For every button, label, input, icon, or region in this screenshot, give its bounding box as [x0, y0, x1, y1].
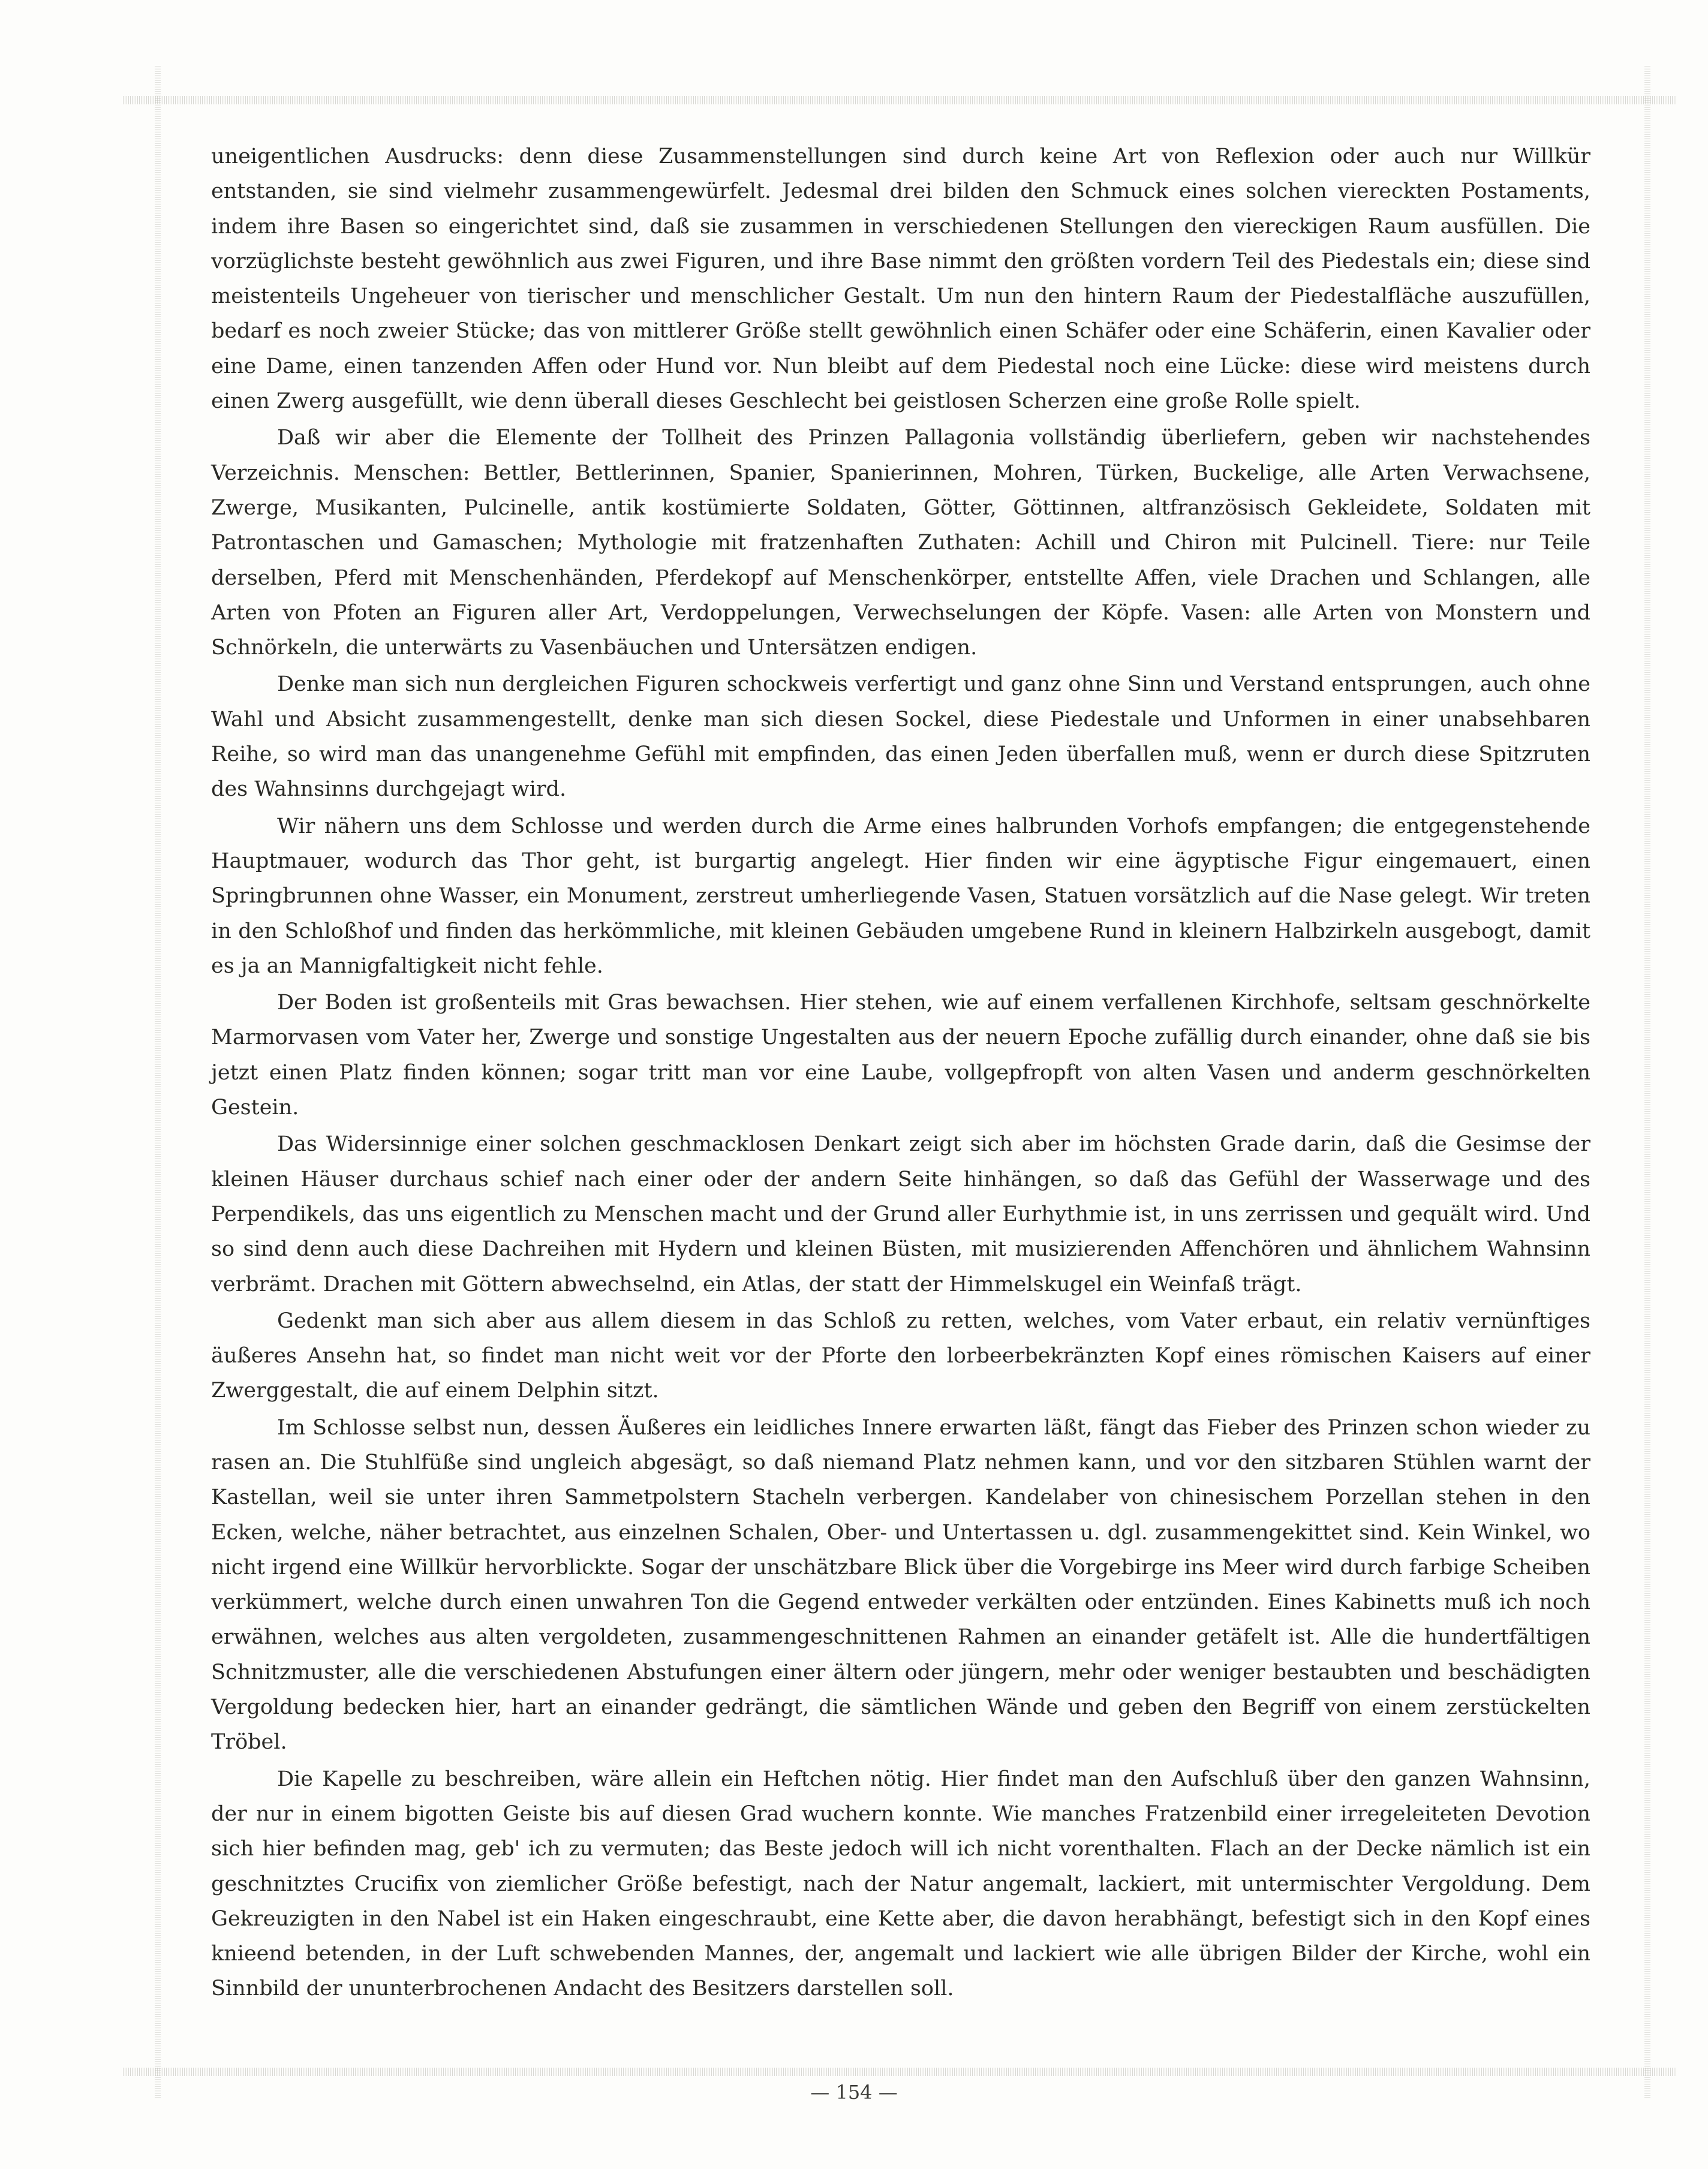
left-border-line [155, 66, 161, 2099]
paragraph-7: Gedenkt man sich aber aus allem diesem in das Schloß zu retten, welches, vom Vater erbaut, ein relativ vernünftiges äußeres Ansehn hat, so findet man nicht weit vor der Pforte den lorbeerbekränzten Kopf eines römischen Kaisers auf einer Zwerggestalt, die auf einem Delphin sitzt. [211, 1308, 1590, 1403]
top-ornamental-rule [123, 96, 1676, 104]
paragraph-4: Wir nähern uns dem Schlosse und werden durch die Arme eines halbrunden Vorhofs empfangen; die entgegenstehende Hauptmauer, wodurch das Thor geht, ist burgartig angelegt. Hier finden wir eine ägyptische Figur eingemauert, einen Springbrunnen ohne Wasser, ein Monument, zerstreut umherliegende Vasen, Statuen vorsätzlich auf die Nase gelegt. Wir treten in den Schloßhof und finden das herkömmliche, mit kleinen Gebäuden umgebene Rund in kleinern Halbzirkeln ausgebogt, damit es ja an Mannigfaltigkeit nicht fehle. [211, 814, 1590, 978]
paragraph-1: uneigentlichen Ausdrucks: denn diese Zusammenstellungen sind durch keine Art von Reflexion oder auch nur Willkür entstanden, sie sind vielmehr zusammengewürfelt. Jedesmal drei bilden den Schmuck eines solchen viereckten Postaments, indem ihre Basen so eingerichtet sind, daß sie zusammen in verschiedenen Stellungen den viereckigen Raum ausfüllen. Die vorzüglichste besteht gewöhnlich aus zwei Figuren, und ihre Base nimmt den größten vordern Teil des Piedestals ein; diese sind meistenteils Ungeheuer von tierischer und menschlicher Gestalt. Um nun den hintern Raum der Piedestalfläche auszufüllen, bedarf es noch zweier Stücke; das von mittlerer Größe stellt gewöhnlich einen Schäfer oder eine Schäferin, einen Kavalier oder eine Dame, einen tanzenden Affen oder Hund vor. Nun bleibt auf dem Piedestal noch eine Lücke: diese wird meistens durch einen Zwerg ausgefüllt, wie denn überall dieses Geschlecht bei geistlosen Scherzen eine große Rolle spielt. [211, 145, 1590, 414]
paragraph-2: Daß wir aber die Elemente der Tollheit des Prinzen Pallagonia vollständig überliefern, geben wir nachstehendes Verzeichnis. Menschen: Bettler, Bettlerinnen, Spanier, Spanierinnen, Mohren, Türken, Buckelige, alle Arten Verwachsene, Zwerge, Musikanten, Pulcinelle, antik kostümierte Soldaten, Götter, Göttinnen, altfranzösisch Gekleidete, Soldaten mit Patrontaschen und Gamaschen; Mythologie mit fratzenhaften Zuthaten: Achill und Chiron mit Pulcinell. Tiere: nur Teile derselben, Pferd mit Menschenhänden, Pferdekopf auf Menschenkörper, entstellte Affen, viele Drachen und Schlangen, alle Arten von Pfoten an Figuren aller Art, Verdoppelungen, Verwechselungen der Köpfe. Vasen: alle Arten von Monstern und Schnörkeln, die unterwärts zu Vasenbäuchen und Untersätzen endigen. [211, 426, 1590, 660]
body-text [211, 139, 1590, 2008]
paragraph-3: Denke man sich nun dergleichen Figuren schockweis verfertigt und ganz ohne Sinn und Verstand entsprungen, auch ohne Wahl und Absicht zusammengestellt, denke man sich diesen Sockel, diese Piedestale und Unformen in einer unabsehbaren Reihe, so wird man das unangenehme Gefühl mit empfinden, das einen Jeden überfallen muß, wenn er durch diese Spitzruten des Wahnsinns durchgejagt wird. [211, 672, 1590, 802]
paragraph-8: Im Schlosse selbst nun, dessen Äußeres ein leidliches Innere erwarten läßt, fängt das Fieber des Prinzen schon wieder zu rasen an. Die Stuhlfüße sind ungleich abgesägt, so daß niemand Platz nehmen kann, und vor den sitzbaren Stühlen warnt der Kastellan, weil sie unter ihren Sammetpolstern Stacheln verbergen. Kandelaber von chinesischem Porzellan stehen in den Ecken, welche, näher betrachtet, aus einzelnen Schalen, Ober- und Untertassen u. dgl. zusammengekittet sind. Kein Winkel, wo nicht irgend eine Willkür hervorblickte. Sogar der unschätzbare Blick über die Vorgebirge ins Meer wird durch farbige Scheiben verkümmert, welche durch einen unwahren Ton die Gegend entweder verkälten oder entzünden. Eines Kabinetts muß ich noch erwähnen, welches aus alten vergoldeten, zusammengeschnittenen Rahmen an einander getäfelt ist. Alle die hundertfältigen Schnitzmuster, alle die verschiedenen Abstufungen einer ältern oder jüngern, mehr oder weniger bestaubten und beschädigten Vergoldung bedecken hier, hart an einander gedrängt, die sämtlichen Wände und geben den Begriff von einem zerstückelten Tröbel. [211, 1415, 1590, 1755]
bottom-ornamental-rule [123, 2068, 1676, 2076]
page-number: — 154 — [810, 2081, 898, 2104]
paragraph-9: Die Kapelle zu beschreiben, wäre allein ein Heftchen nötig. Hier findet man den Aufschluß über den ganzen Wahnsinn, der nur in einem bigotten Geiste bis auf diesen Grad wuchern konnte. Wie manches Fratzenbild einer irregeleiteten Devotion sich hier befinden mag, geb' ich zu vermuten; das Beste jedoch will ich nicht vorenthalten. Flach an der Decke nämlich ist ein geschnitztes Crucifix von ziemlicher Größe befestigt, nach der Natur angemalt, lackiert, mit untermischter Vergoldung. Dem Gekreuzigten in den Nabel ist ein Haken eingeschraubt, eine Kette aber, die davon herabhängt, befestigt sich in den Kopf eines knieend betenden, in der Luft schwebenden Mannes, der, angemalt und lackiert wie alle übrigen Bilder der Kirche, wohl ein Sinnbild der ununterbrochenen Andacht des Besitzers darstellen soll. [211, 1767, 1590, 2001]
paragraph-5: Der Boden ist großenteils mit Gras bewachsen. Hier stehen, wie auf einem verfallenen Kirchhofe, seltsam geschnörkelte Marmorvasen vom Vater her, Zwerge und sonstige Ungestalten aus der neuern Epoche zufällig durch einander, ohne daß sie bis jetzt einen Platz finden können; sogar tritt man vor eine Laube, vollgepfropft von alten Vasen und anderm geschnörkelten Gestein. [211, 991, 1590, 1120]
paragraph-6: Das Widersinnige einer solchen geschmacklosen Denkart zeigt sich aber im höchsten Grade darin, daß die Gesimse der kleinen Häuser durchaus schief nach einer oder der andern Seite hinhängen, so daß das Gefühl der Wasserwage und des Perpendikels, das uns eigentlich zu Menschen macht und der Grund aller Eurhythmie ist, in uns zerrissen und gequält wird. Und so sind denn auch diese Dachreihen mit Hydern und kleinen Büsten, mit musizierenden Affenchören und ähnlichem Wahnsinn verbrämt. Drachen mit Göttern abwechselnd, ein Atlas, der statt der Himmelskugel ein Weinfaß trägt. [211, 1132, 1590, 1296]
right-border-line [1644, 66, 1650, 2099]
